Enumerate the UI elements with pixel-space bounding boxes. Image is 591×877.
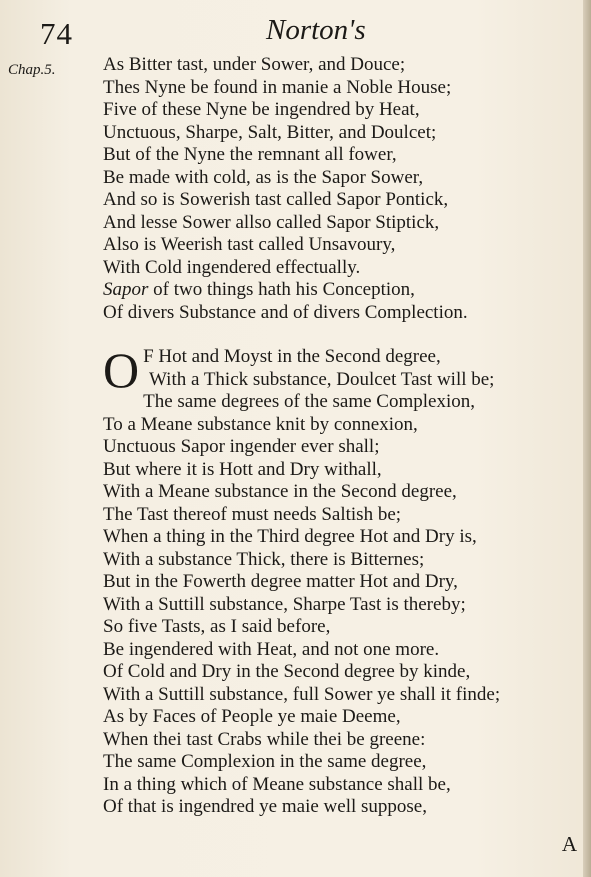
verse-line: Thes Nyne be found in manie a Noble House;	[103, 76, 452, 98]
verse-line: Be ingendered with Heat, and not one more.	[103, 638, 440, 660]
verse-line: So five Tasts, as I said before,	[103, 616, 331, 637]
verse-line: Be made with cold, as is the Sapor Sower,	[103, 166, 424, 188]
verse-line: The same degrees of the same Complexion,	[143, 391, 475, 412]
verse-line: Of that is ingendred ye maie well suppose,	[103, 796, 427, 817]
verse-line: As Bitter tast, under Sower, and Douce;	[103, 54, 406, 75]
catchword: A	[561, 832, 577, 856]
verse-line: As by Faces of People ye maie Deeme,	[103, 706, 401, 727]
page-number: 74	[40, 16, 73, 51]
verse-line: When a thing in the Third degree Hot and Dry is,	[103, 526, 477, 547]
verse-line: Of Cold and Dry in the Second degree by kinde,	[103, 661, 471, 682]
verse-line: With a Suttill substance, full Sower ye shall it finde;	[103, 683, 501, 705]
verse-line: With Cold ingendered effectually.	[103, 256, 361, 278]
verse-line: And lesse Sower allso called Sapor Stiptick,	[103, 211, 440, 233]
verse-line: But where it is Hott and Dry withall,	[103, 458, 382, 480]
verse-line: Five of these Nyne be ingendred by Heat,	[103, 99, 420, 120]
verse-line: With a Suttill substance, Sharpe Tast is thereby;	[103, 593, 466, 615]
verse-line: With a Meane substance in the Second degree,	[103, 481, 457, 502]
drop-capital: O	[103, 342, 140, 398]
verse-line: When thei tast Crabs while thei be greene:	[103, 728, 426, 750]
verse-stanza-2	[103, 342, 501, 819]
verse-line: But of the Nyne the remnant all fower,	[103, 144, 397, 165]
verse-line: And so is Sowerish tast called Sapor Pontick,	[103, 189, 449, 210]
verse-line: Unctuous, Sharpe, Salt, Bitter, and Doulcet;	[103, 121, 437, 143]
verse-line: Sapor of two things hath his Conception,	[103, 279, 415, 300]
running-head: Norton's	[266, 14, 366, 46]
verse-line: In a thing which of Meane substance shall be,	[103, 773, 451, 795]
verse-line: Also is Weerish tast called Unsavoury,	[103, 234, 396, 255]
verse-line: To a Meane substance knit by connexion,	[103, 413, 418, 435]
verse-line: But in the Fowerth degree matter Hot and Dry,	[103, 571, 458, 592]
verse-line: With a Thick substance, Doulcet Tast will be;	[149, 368, 495, 390]
chapter-marginal-note: Chap.5.	[8, 62, 56, 78]
verse-line: The Tast thereof must needs Saltish be;	[103, 503, 402, 525]
verse-line: F Hot and Moyst in the Second degree,	[143, 346, 441, 367]
verse-stanza-1	[103, 54, 468, 324]
verse-line: With a substance Thick, there is Bitternes;	[103, 548, 425, 570]
page-edge-shadow	[583, 0, 591, 877]
verse-line: The same Complexion in the same degree,	[103, 751, 427, 772]
verse-line: Of divers Substance and of divers Complection.	[103, 301, 468, 323]
verse-line: Unctuous Sapor ingender ever shall;	[103, 436, 380, 457]
